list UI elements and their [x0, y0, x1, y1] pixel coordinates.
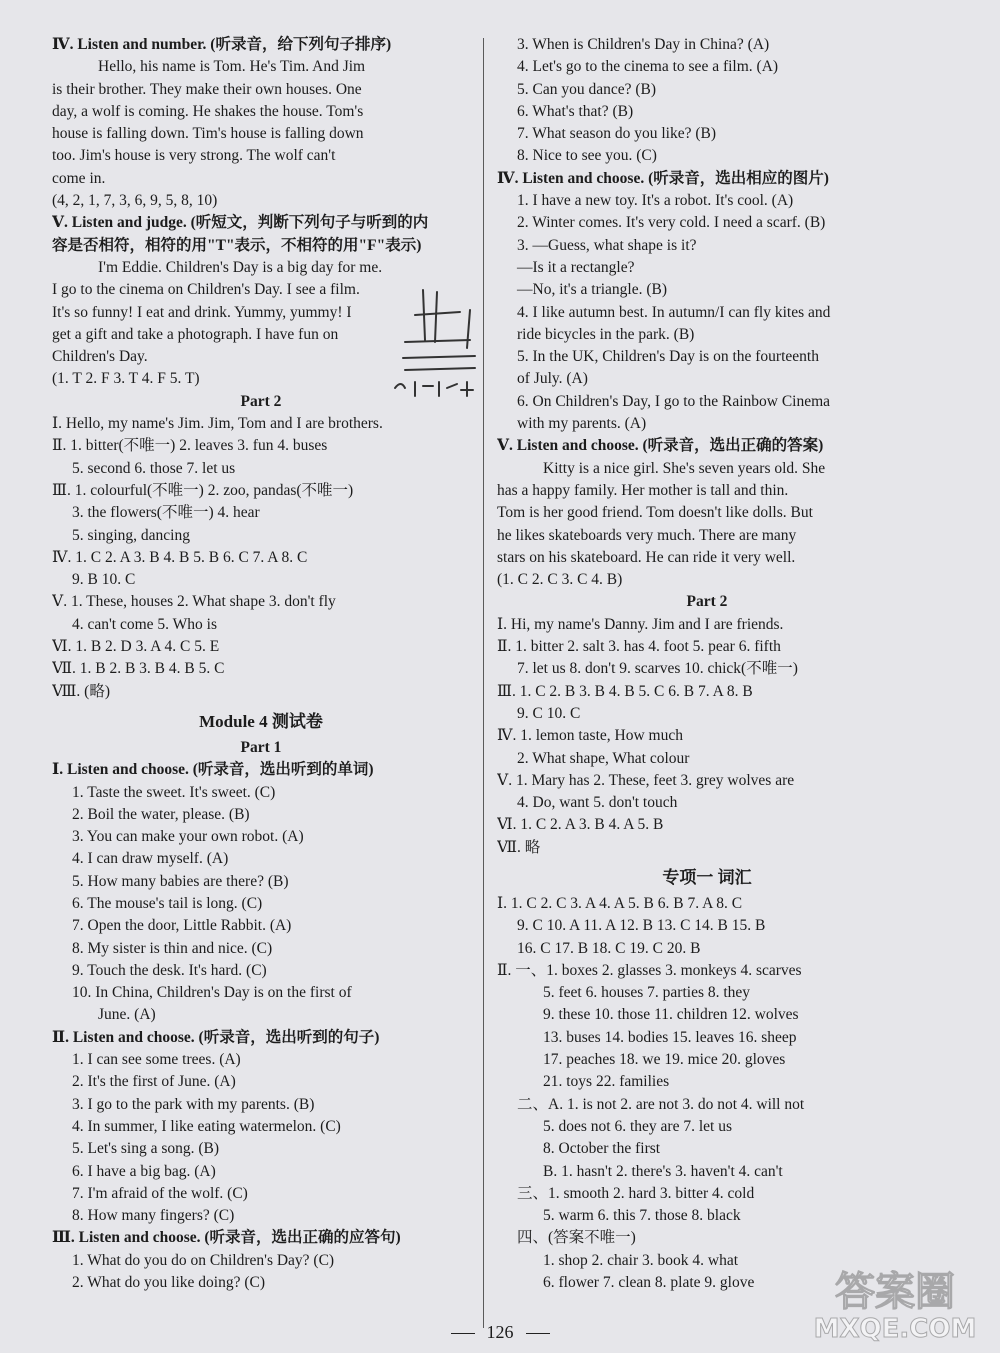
right-text-line: 7. let us 8. don't 9. scarves 10. chick(不唯一): [517, 660, 798, 678]
left-text-line: Ⅴ. 1. These, houses 2. What shape 3. don't fly: [52, 593, 336, 611]
right-text-line: Ⅰ. Hi, my name's Danny. Jim and I are friends.: [497, 615, 784, 633]
watermark-logo: [800, 1255, 990, 1345]
right-text-line: 9. C 10. C: [517, 704, 581, 722]
right-text-line: 5. does not 6. they are 7. let us: [543, 1117, 732, 1135]
left-text-line: Module 4 测试卷: [199, 711, 323, 731]
left-text-line: 6. The mouse's tail is long. (C): [72, 894, 263, 912]
left-text-line: Ⅷ. (略): [52, 682, 110, 700]
left-text-line: 9. Touch the desk. It's hard. (C): [72, 961, 267, 979]
right-text-line: 9. C 10. A 11. A 12. B 13. C 14. B 15. B: [517, 917, 766, 935]
left-text-line: 5. singing, dancing: [72, 526, 190, 544]
right-text-line: B. 1. hasn't 2. there's 3. haven't 4. can't: [543, 1162, 783, 1180]
right-text-line: Ⅶ. 略: [497, 838, 541, 856]
right-text-line: 2. What shape, What colour: [517, 749, 690, 767]
left-text-line: house is falling down. Tim's house is falling down: [52, 125, 364, 143]
right-text-line: Ⅳ. 1. lemon taste, How much: [497, 727, 683, 745]
left-text-line: 10. In China, Children's Day is on the first of: [72, 984, 352, 1002]
right-text-line: 5. feet 6. houses 7. parties 8. they: [543, 984, 751, 1002]
left-text-line: Part 1: [240, 738, 282, 756]
right-text-line: Ⅴ. 1. Mary has 2. These, feet 3. grey wolves are: [497, 771, 795, 789]
left-text-line: Ⅲ. 1. colourful(不唯一) 2. zoo, pandas(不唯一): [52, 481, 354, 499]
right-text-line: 8. October the first: [543, 1140, 661, 1158]
right-text-line: has a happy family. Her mother is tall and thin.: [497, 481, 789, 499]
right-text-line: 专项一 词汇: [662, 867, 752, 887]
column-divider: [483, 38, 484, 1328]
left-text-line: Ⅵ. 1. B 2. D 3. A 4. C 5. E: [52, 638, 220, 656]
left-text-line: Ⅶ. 1. B 2. B 3. B 4. B 5. C: [52, 660, 225, 678]
left-text-line: 2. It's the first of June. (A): [72, 1073, 236, 1091]
left-text-line: 5. How many babies are there? (B): [72, 872, 289, 890]
right-text-line: 17. peaches 18. we 19. mice 20. gloves: [543, 1051, 786, 1069]
left-text-line: 2. What do you like doing? (C): [72, 1274, 266, 1292]
left-text-line: 6. I have a big bag. (A): [72, 1162, 216, 1180]
right-text-line: ride bicycles in the park. (B): [517, 325, 695, 343]
left-text-line: 4. In summer, I like eating watermelon. (C): [72, 1117, 341, 1135]
left-text-line: get a gift and take a photograph. I have fun on: [52, 325, 339, 343]
left-text-line: 4. I can draw myself. (A): [72, 850, 229, 868]
right-text-line: 6. What's that? (B): [517, 102, 634, 120]
right-text-line: 6. On Children's Day, I go to the Rainbow Cinema: [517, 392, 831, 410]
left-text-line: 1. Taste the sweet. It's sweet. (C): [72, 783, 276, 801]
watermark-url: MXQE.COM: [813, 1314, 977, 1344]
left-text-line: It's so funny! I eat and drink. Yummy, yummy! I: [52, 303, 352, 321]
left-text-line: 7. Open the door, Little Rabbit. (A): [72, 917, 292, 935]
right-text-line: 4. Do, want 5. don't touch: [517, 794, 678, 812]
right-text-line: Ⅴ. Listen and choose. (听录音，选出正确的答案): [497, 437, 824, 455]
right-text-line: Kitty is a nice girl. She's seven years old. She: [543, 459, 826, 477]
left-column: [52, 34, 470, 1294]
left-text-line: 3. You can make your own robot. (A): [72, 828, 304, 846]
right-text-line: 5. In the UK, Children's Day is on the fourteenth: [517, 348, 819, 366]
right-text-line: 1. I have a new toy. It's a robot. It's cool. (A): [517, 192, 794, 210]
right-text-line: 13. buses 14. bodies 15. leaves 16. sheep: [543, 1028, 797, 1046]
right-text-line: Tom is her good friend. Tom doesn't like dolls. But: [497, 504, 813, 522]
left-text-line: Ⅱ. Listen and choose. (听录音，选出听到的句子): [52, 1028, 380, 1046]
right-text-line: 三、1. smooth 2. hard 3. bitter 4. cold: [517, 1184, 755, 1202]
left-text-line: Ⅳ. 1. C 2. A 3. B 4. B 5. B 6. C 7. A 8. C: [52, 548, 308, 566]
left-text-line: Children's Day.: [52, 348, 148, 366]
left-text-line: I go to the cinema on Children's Day. I see a film.: [52, 281, 360, 299]
right-text-line: of July. (A): [517, 370, 588, 388]
watermark-text: 答案圈: [835, 1269, 955, 1315]
right-text-line: 二、A. 1. is not 2. are not 3. do not 4. will not: [517, 1095, 805, 1113]
right-text-line: with my parents. (A): [517, 415, 647, 433]
right-text-line: 21. toys 22. families: [543, 1073, 670, 1091]
right-text-line: 四、(答案不唯一): [517, 1229, 636, 1247]
right-text-line: 4. I like autumn best. In autumn/I can fly kites and: [517, 303, 831, 321]
left-text-line: Part 2: [240, 392, 282, 410]
left-text-line: 9. B 10. C: [72, 571, 136, 589]
right-text-line: 5. Can you dance? (B): [517, 80, 657, 98]
right-column: [497, 34, 917, 1294]
left-text-line: (4, 2, 1, 7, 3, 6, 9, 5, 8, 10): [52, 192, 218, 210]
right-text-line: stars on his skateboard. He can ride it very well.: [497, 548, 796, 566]
right-text-line: Ⅱ. 一、1. boxes 2. glasses 3. monkeys 4. scarves: [497, 961, 802, 979]
right-text-line: Ⅰ. 1. C 2. C 3. A 4. A 5. B 6. B 7. A 8. C: [497, 894, 743, 912]
right-text-line: Ⅵ. 1. C 2. A 3. B 4. A 5. B: [497, 816, 664, 834]
right-text-line: 3. When is Children's Day in China? (A): [517, 36, 770, 53]
left-text-line: Ⅴ. Listen and judge. (听短文，判断下列句子与听到的内: [52, 214, 429, 232]
left-text-line: (1. T 2. F 3. T 4. F 5. T): [52, 370, 200, 388]
right-text-line: (1. C 2. C 3. C 4. B): [497, 571, 623, 589]
left-text-line: 7. I'm afraid of the wolf. (C): [72, 1184, 248, 1202]
right-text-line: 3. —Guess, what shape is it?: [517, 236, 697, 254]
right-text-line: Ⅲ. 1. C 2. B 3. B 4. B 5. C 6. B 7. A 8. B: [497, 682, 753, 700]
left-text-line: is their brother. They make their own houses. One: [52, 80, 362, 98]
right-text-line: 7. What season do you like? (B): [517, 125, 717, 143]
left-text-line: 8. My sister is thin and nice. (C): [72, 939, 273, 957]
left-text-line: June. (A): [98, 1006, 156, 1024]
right-text-line: —Is it a rectangle?: [517, 258, 635, 276]
page-number-text: 126: [486, 1322, 514, 1342]
left-text-line: Ⅰ. Listen and choose. (听录音，选出听到的单词): [52, 761, 374, 779]
left-text-line: Ⅱ. 1. bitter(不唯一) 2. leaves 3. fun 4. buses: [52, 437, 328, 455]
left-text-line: 5. second 6. those 7. let us: [72, 459, 236, 477]
left-text-line: 5. Let's sing a song. (B): [72, 1140, 220, 1158]
left-text-line: 8. How many fingers? (C): [72, 1207, 235, 1225]
right-text-line: he likes skateboards very much. There are many: [497, 526, 797, 544]
right-text-line: 8. Nice to see you. (C): [517, 147, 657, 165]
right-text-line: —No, it's a triangle. (B): [517, 281, 668, 299]
left-text-line: 3. I go to the park with my parents. (B): [72, 1095, 315, 1113]
left-text-line: I'm Eddie. Children's Day is a big day for me.: [98, 258, 383, 276]
left-text-line: 2. Boil the water, please. (B): [72, 805, 250, 823]
right-text-line: 16. C 17. B 18. C 19. C 20. B: [517, 939, 701, 957]
left-text-line: Ⅰ. Hello, my name's Jim. Jim, Tom and I are brothers.: [52, 415, 383, 433]
left-text-line: Ⅲ. Listen and choose. (听录音，选出正确的应答句): [52, 1229, 401, 1247]
left-text-line: come in.: [52, 169, 106, 187]
right-text-line: 9. these 10. those 11. children 12. wolves: [543, 1006, 799, 1024]
left-text-line: day, a wolf is coming. He shakes the house. Tom's: [52, 102, 364, 120]
right-text-line: Ⅱ. 1. bitter 2. salt 3. has 4. foot 5. pear 6. fifth: [497, 638, 781, 656]
left-text-line: 容是否相符，相符的用"T"表示，不相符的用"F"表示): [52, 236, 422, 254]
left-text-line: 1. I can see some trees. (A): [72, 1051, 241, 1069]
right-text-line: 6. flower 7. clean 8. plate 9. glove: [543, 1274, 755, 1292]
left-text-line: 4. can't come 5. Who is: [72, 615, 217, 633]
right-text-line: 1. shop 2. chair 3. book 4. what: [543, 1251, 739, 1269]
right-text-line: Part 2: [686, 593, 728, 611]
left-text-line: 1. What do you do on Children's Day? (C): [72, 1251, 335, 1269]
right-text-line: Ⅳ. Listen and choose. (听录音，选出相应的图片): [497, 169, 829, 187]
right-text-line: 4. Let's go to the cinema to see a film. (A): [517, 58, 779, 76]
right-text-line: 5. warm 6. this 7. those 8. black: [543, 1207, 741, 1225]
left-text-line: Hello, his name is Tom. He's Tim. And Jim: [98, 58, 366, 76]
left-text-line: too. Jim's house is very strong. The wolf can't: [52, 147, 336, 165]
left-text-line: Ⅳ. Listen and number. (听录音，给下列句子排序): [52, 36, 392, 53]
left-text-line: 3. the flowers(不唯一) 4. hear: [72, 504, 260, 522]
right-text-line: 2. Winter comes. It's very cold. I need a scarf. (B): [517, 214, 826, 232]
